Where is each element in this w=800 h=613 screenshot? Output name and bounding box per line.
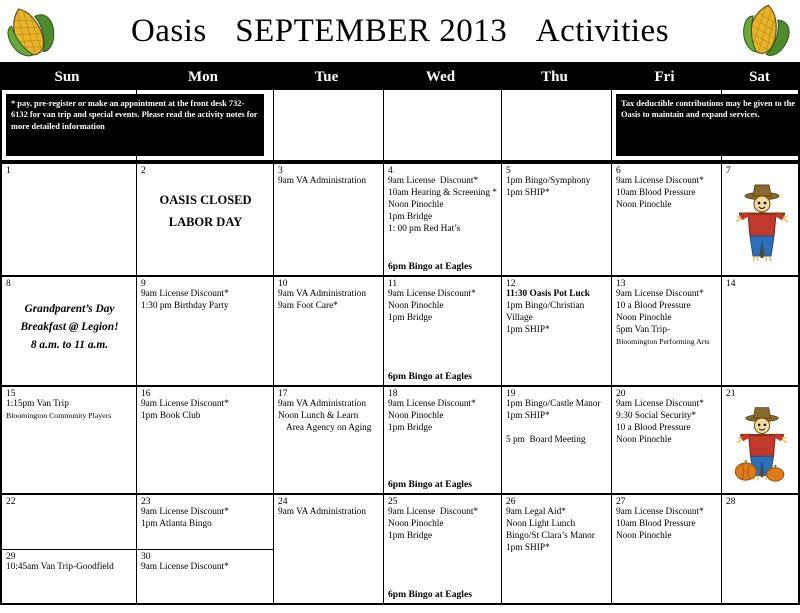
event-item[interactable]: 9am License Discount* — [388, 176, 479, 187]
day-events — [506, 289, 608, 336]
day-events — [141, 289, 270, 313]
event-item[interactable]: 5 pm Board Meeting — [506, 434, 586, 445]
event-item[interactable]: 5pm Van Trip- — [616, 324, 671, 335]
event-item[interactable]: Noon Pinochle — [388, 519, 444, 530]
event-item[interactable]: 9am License Discount* — [141, 399, 229, 410]
event-item[interactable]: Noon Pinochle — [388, 411, 444, 422]
day-number: 7 — [726, 166, 731, 176]
notes-cell-thu — [502, 90, 612, 160]
day-events — [141, 399, 270, 423]
day-number: 3 — [278, 166, 283, 176]
day-events — [616, 399, 718, 446]
event-item[interactable]: 1:30 pm Birthday Party — [141, 301, 229, 312]
day-events — [506, 399, 608, 446]
event-item[interactable]: Noon Pinochle — [616, 531, 672, 542]
holiday-notice — [141, 190, 270, 233]
notes-cell-sun — [2, 90, 258, 160]
event-item[interactable]: 1pm Atlanta Bingo — [141, 519, 212, 530]
calendar-day-17[interactable] — [274, 387, 384, 493]
dow-sat: Sat — [720, 65, 800, 90]
day-number: 4 — [388, 166, 393, 176]
event-item[interactable]: 10 a Blood Pressure — [616, 301, 691, 312]
day-number: 11 — [388, 279, 398, 289]
calendar-day-21[interactable] — [722, 387, 800, 493]
day-events — [141, 562, 270, 574]
event-item[interactable]: 9am License Discount* — [141, 507, 229, 518]
day-number: 19 — [506, 389, 516, 399]
calendar-day-8[interactable] — [2, 277, 137, 385]
event-item[interactable]: Noon Light Lunch — [506, 519, 576, 530]
calendar-day-27[interactable] — [612, 495, 722, 603]
dow-wed: Wed — [382, 65, 500, 90]
day-number: 25 — [388, 497, 398, 507]
calendar-day-10[interactable] — [274, 277, 384, 385]
event-item[interactable]: Noon Pinochle — [388, 301, 444, 312]
special-event-line: Grandparent’s Day — [24, 303, 115, 316]
day-number: 9 — [141, 279, 146, 289]
event-item[interactable]: 1pm Bridge — [388, 313, 433, 324]
day-events — [278, 507, 380, 519]
calendar-week — [2, 275, 798, 385]
event-item[interactable]: 1pm Bingo/Symphony — [506, 176, 591, 187]
calendar-day-cell-30[interactable] — [137, 549, 273, 603]
event-footer[interactable]: 6pm Bingo at Eagles — [388, 589, 472, 600]
event-item[interactable]: 9am VA Administration — [278, 399, 366, 410]
notes-row — [0, 90, 800, 162]
event-item[interactable]: 10am Hearing & Screening * — [388, 188, 497, 199]
note-donation: Tax deductible contributions may be given to the Oasis to maintain and expand services. — [616, 94, 800, 156]
day-number: 16 — [141, 389, 151, 399]
event-item[interactable]: 11:30 Oasis Pot Luck — [506, 289, 590, 300]
calendar-day-11[interactable] — [384, 277, 502, 385]
corn-icon — [742, 2, 794, 60]
calendar-day-23[interactable] — [137, 495, 274, 603]
event-item[interactable]: 1pm Bingo/Castle Manor — [506, 399, 601, 410]
event-item[interactable]: 1pm Bridge — [388, 423, 433, 434]
day-number: 10 — [278, 279, 288, 289]
day-number: 20 — [616, 389, 626, 399]
day-number: 5 — [506, 166, 511, 176]
day-number: 24 — [278, 497, 288, 507]
event-item[interactable]: 9am VA Administration — [278, 507, 366, 518]
notes-cell-wed — [384, 90, 502, 160]
day-number: 23 — [141, 497, 151, 507]
calendar-day-cell-23[interactable] — [137, 495, 273, 549]
event-item[interactable]: 9am License Discount* — [388, 399, 476, 410]
day-number: 26 — [506, 497, 516, 507]
event-item[interactable]: 9am License Discount* — [141, 562, 229, 573]
event-item[interactable]: 9:30 Social Security* — [616, 411, 697, 422]
day-events — [616, 176, 718, 211]
event-item[interactable]: 9am VA Administration — [278, 289, 366, 300]
event-item[interactable]: 9am License Discount* — [388, 507, 479, 518]
day-number: 15 — [6, 389, 16, 399]
day-events — [388, 399, 498, 434]
holiday-line: LABOR DAY — [168, 214, 243, 229]
scarecrow-pumpkin-icon — [731, 401, 793, 483]
event-item[interactable]: 1pm SHIP* — [506, 188, 550, 199]
special-event-line: Breakfast @ Legion! — [20, 321, 119, 334]
title-org: Oasis — [130, 12, 207, 49]
calendar-day-28[interactable] — [722, 495, 800, 603]
day-events — [616, 289, 718, 346]
calendar-day-4[interactable] — [384, 164, 502, 275]
event-item[interactable]: Noon Lunch & Learn — [278, 411, 359, 422]
event-item[interactable]: Bloomington Performing Arts — [616, 336, 710, 346]
event-item[interactable]: Bingo/St Clara’s Manor — [506, 531, 595, 542]
calendar-week — [2, 493, 798, 603]
event-item[interactable]: 10am Blood Pressure — [616, 519, 696, 530]
calendar-day-24[interactable] — [274, 495, 384, 603]
calendar-day-7[interactable] — [722, 164, 800, 275]
day-number: 22 — [6, 497, 16, 507]
day-events — [278, 399, 380, 434]
calendar-week — [2, 162, 798, 275]
day-number: 28 — [726, 497, 736, 507]
event-item[interactable] — [506, 423, 608, 435]
title-month-year: SEPTEMBER 2013 — [235, 12, 508, 49]
calendar-day-14[interactable] — [722, 277, 800, 385]
day-number: 8 — [6, 279, 11, 289]
day-events — [616, 507, 718, 542]
event-item[interactable]: 9am Legal Aid* — [506, 507, 566, 518]
event-footer[interactable]: 6pm Bingo at Eagles — [388, 479, 472, 490]
event-item[interactable]: 9am License Discount* — [616, 399, 704, 410]
day-number: 29 — [6, 552, 16, 562]
event-item[interactable]: 1pm Bridge — [388, 211, 433, 222]
page-title — [131, 13, 669, 50]
event-item[interactable]: 1pm SHIP* — [506, 324, 550, 335]
event-item[interactable]: 10am Blood Pressure — [616, 188, 696, 199]
event-item[interactable]: Noon Pinochle — [616, 434, 672, 445]
day-events — [278, 289, 380, 313]
day-events — [6, 399, 133, 421]
event-item[interactable]: 1pm Book Club — [141, 411, 201, 422]
calendar-day-6[interactable] — [612, 164, 722, 275]
calendar-day-19[interactable] — [502, 387, 612, 493]
day-number: 27 — [616, 497, 626, 507]
event-item[interactable]: 9am VA Administration — [278, 176, 366, 187]
calendar-title-bar — [0, 0, 800, 65]
event-footer[interactable]: 6pm Bingo at Eagles — [388, 261, 472, 272]
event-item[interactable]: Noon Pinochle — [616, 313, 672, 324]
day-events — [278, 176, 380, 188]
event-item[interactable]: Bloomington Community Players — [6, 411, 112, 421]
holiday-line: OASIS CLOSED — [159, 193, 252, 208]
calendar-day-13[interactable] — [612, 277, 722, 385]
scarecrow-icon — [731, 178, 793, 264]
calendar-day-cell-22[interactable] — [2, 495, 136, 549]
calendar-day-3[interactable] — [274, 164, 384, 275]
day-events — [141, 507, 270, 531]
day-number: 30 — [141, 552, 151, 562]
day-events — [388, 176, 498, 235]
event-item[interactable]: Noon Pinochle — [616, 200, 672, 211]
calendar-day-2[interactable] — [137, 164, 274, 275]
calendar-grid — [0, 162, 800, 605]
event-item[interactable]: 9am License Discount* — [616, 289, 704, 300]
calendar-day-9[interactable] — [137, 277, 274, 385]
calendar-day-26[interactable] — [502, 495, 612, 603]
day-number: 14 — [726, 279, 736, 289]
notes-cell-sat — [722, 90, 800, 160]
calendar-day-25[interactable] — [384, 495, 502, 603]
event-item[interactable]: 9am License Discount* — [388, 289, 476, 300]
day-events — [506, 507, 608, 554]
day-number: 12 — [506, 279, 516, 289]
calendar-day-12[interactable] — [502, 277, 612, 385]
day-number: 6 — [616, 166, 621, 176]
day-number: 21 — [726, 389, 736, 399]
event-item[interactable]: 1:15pm Van Trip — [6, 399, 69, 410]
note-prereg: * pay, pre-register or make an appointment at the front desk 732-6132 for van trip and special events. Please read the activity notes for more detailed information — [6, 94, 264, 156]
dow-fri: Fri — [610, 65, 720, 90]
notes-cell-tue — [274, 90, 384, 160]
calendar-day-16[interactable] — [137, 387, 274, 493]
day-number: 17 — [278, 389, 288, 399]
day-number: 13 — [616, 279, 626, 289]
event-item[interactable]: Noon Pinochle — [388, 200, 444, 211]
calendar-day-18[interactable] — [384, 387, 502, 493]
title-activities: Activities — [535, 12, 670, 49]
day-events — [506, 176, 608, 200]
dow-mon: Mon — [135, 65, 272, 90]
calendar-day-20[interactable] — [612, 387, 722, 493]
event-item[interactable]: 1pm SHIP* — [506, 542, 550, 553]
event-item[interactable]: 1pm SHIP* — [506, 411, 550, 422]
event-item[interactable]: Area Agency on Aging — [286, 423, 372, 434]
event-item[interactable]: 9am License Discount* — [616, 507, 704, 518]
calendar-week — [2, 385, 798, 493]
day-number: 18 — [388, 389, 398, 399]
dow-tue: Tue — [272, 65, 382, 90]
day-events — [6, 562, 133, 574]
event-item[interactable]: 1: 00 pm Red Hat’s — [388, 223, 461, 234]
calendar-day-cell-29[interactable] — [2, 549, 136, 603]
day-number: 1 — [6, 166, 11, 176]
event-item[interactable]: 9am Foot Care* — [278, 301, 338, 312]
event-item[interactable]: 1pm Bingo/Christian Village — [506, 301, 587, 324]
special-event-line: 8 a.m. to 11 a.m. — [30, 338, 109, 351]
special-event-notice — [6, 301, 133, 354]
calendar-day-1[interactable] — [2, 164, 137, 275]
dow-thu: Thu — [500, 65, 610, 90]
day-number: 2 — [141, 166, 146, 176]
event-item[interactable]: 1pm Bridge — [388, 531, 433, 542]
corn-icon — [6, 2, 58, 60]
calendar-day-5[interactable] — [502, 164, 612, 275]
day-of-week-header — [0, 65, 800, 90]
event-footer[interactable]: 6pm Bingo at Eagles — [388, 371, 472, 382]
notes-cell-fri — [612, 90, 795, 160]
event-item[interactable]: 9am License Discount* — [616, 176, 704, 187]
dow-sun: Sun — [0, 65, 135, 90]
day-events — [388, 507, 498, 542]
event-item[interactable]: 10 a Blood Pressure — [616, 423, 691, 434]
calendar-day-15[interactable] — [2, 387, 137, 493]
event-item[interactable]: 9am License Discount* — [141, 289, 229, 300]
day-events — [388, 289, 498, 324]
event-item[interactable]: 10:45am Van Trip-Goodfield — [6, 562, 114, 573]
calendar-day-22[interactable] — [2, 495, 137, 603]
